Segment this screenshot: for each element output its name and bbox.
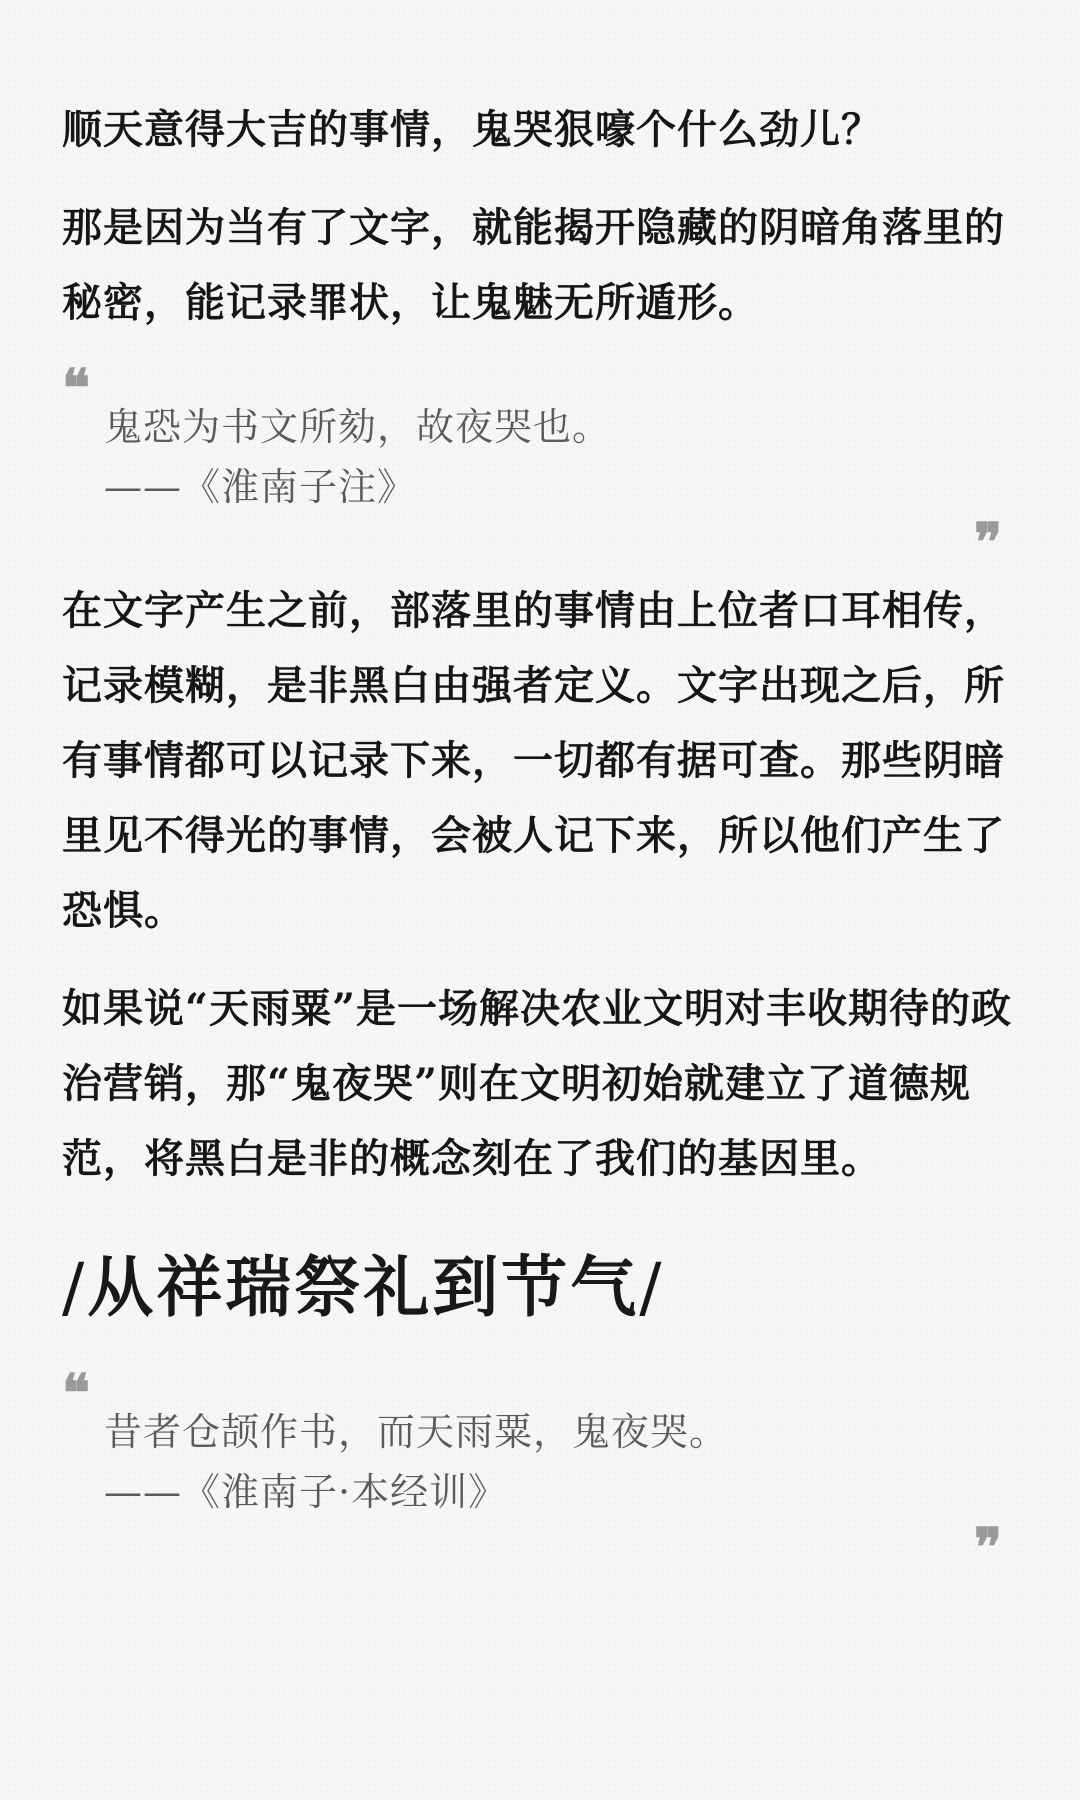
paragraph-conclusion: 如果说“天雨粟”是一场解决农业文明对丰收期待的政治营销，那“鬼夜哭”则在文明初始就建立了道德规范，将黑白是非的概念刻在了我们的基因里。 bbox=[62, 985, 1013, 1182]
close-quote-icon: ❞ bbox=[974, 1517, 1002, 1578]
section-heading bbox=[62, 1248, 1022, 1328]
quote-source: ——《淮南子注》 bbox=[104, 465, 417, 509]
blockquote-huainanzi-note bbox=[62, 358, 1022, 573]
blockquote-huainanzi-benjingxun bbox=[62, 1363, 1022, 1578]
close-quote-icon: ❞ bbox=[974, 512, 1002, 573]
heading-slash-right: / bbox=[639, 1249, 665, 1326]
heading-text: 从祥瑞祭礼到节气 bbox=[87, 1249, 640, 1326]
quote-text: 鬼恐为书文所劾，故夜哭也。 bbox=[104, 405, 612, 449]
open-quote-icon: ❝ bbox=[62, 358, 90, 419]
paragraph-intro-question: 顺天意得大吉的事情，鬼哭狠嚎个什么劲儿？ bbox=[62, 106, 882, 153]
open-quote-icon: ❝ bbox=[62, 1363, 90, 1424]
article-body bbox=[62, 92, 1022, 1578]
paragraph-before-writing: 在文字产生之前，部落里的事情由上位者口耳相传，记录模糊，是非黑白由强者定义。文字出现之后，所有事情都可以记录下来，一切都有据可查。那些阴暗里见不得光的事情，会被人记下来，所以他们产生了恐惧。 bbox=[62, 587, 1005, 934]
quote-source: ——《淮南子·本经训》 bbox=[104, 1470, 508, 1514]
quote-text: 昔者仓颉作书，而天雨粟，鬼夜哭。 bbox=[104, 1410, 729, 1454]
paragraph-explanation: 那是因为当有了文字，就能揭开隐藏的阴暗角落里的秘密，能记录罪状，让鬼魅无所遁形。 bbox=[62, 204, 1005, 326]
heading-slash-left: / bbox=[62, 1249, 88, 1326]
